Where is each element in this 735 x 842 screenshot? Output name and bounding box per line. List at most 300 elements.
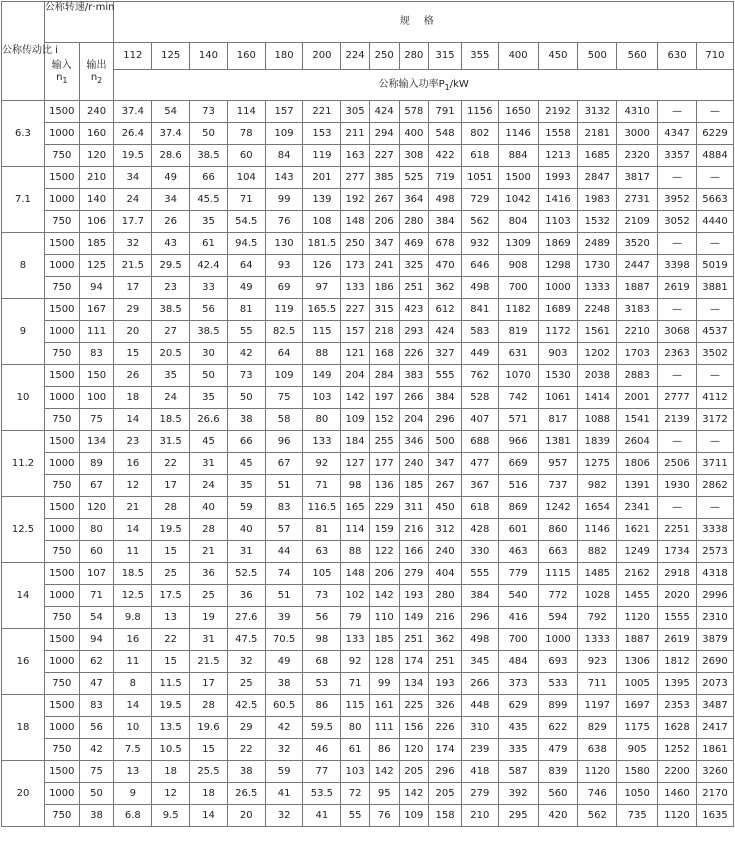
power-value-cell: 38 bbox=[265, 673, 303, 695]
power-value-cell: 152 bbox=[369, 409, 399, 431]
power-value-cell: 96 bbox=[265, 431, 303, 453]
power-value-cell: 484 bbox=[498, 651, 538, 673]
power-value-cell: 29.5 bbox=[152, 255, 190, 277]
power-value-cell: 26 bbox=[114, 365, 152, 387]
power-value-cell: 311 bbox=[399, 497, 429, 519]
power-value-cell: 932 bbox=[461, 233, 498, 255]
power-value-cell: 103 bbox=[303, 387, 341, 409]
output-speed-cell: 167 bbox=[79, 299, 114, 321]
power-value-cell: 142 bbox=[341, 387, 370, 409]
power-value-cell: 3502 bbox=[696, 343, 733, 365]
power-value-cell: 128 bbox=[369, 651, 399, 673]
power-value-cell: 148 bbox=[341, 211, 370, 233]
power-value-cell: 1042 bbox=[498, 189, 538, 211]
power-value-cell: 109 bbox=[399, 805, 429, 827]
power-value-cell: 139 bbox=[303, 189, 341, 211]
power-value-cell: 8 bbox=[114, 673, 152, 695]
power-value-cell: — bbox=[658, 365, 697, 387]
power-value-cell: 3879 bbox=[696, 629, 733, 651]
table-row bbox=[2, 607, 734, 629]
power-value-cell: 663 bbox=[538, 541, 578, 563]
power-value-cell: 24 bbox=[190, 475, 228, 497]
output-speed-cell: 185 bbox=[79, 233, 114, 255]
power-value-cell: 185 bbox=[369, 629, 399, 651]
table-row bbox=[2, 673, 734, 695]
power-value-cell: 631 bbox=[498, 343, 538, 365]
power-value-cell: 38 bbox=[227, 409, 265, 431]
power-value-cell: 678 bbox=[429, 233, 462, 255]
output-speed-cell: 125 bbox=[79, 255, 114, 277]
power-value-cell: 226 bbox=[429, 717, 462, 739]
power-value-cell: 1306 bbox=[617, 651, 658, 673]
power-value-cell: 165 bbox=[341, 497, 370, 519]
power-value-cell: 2320 bbox=[617, 145, 658, 167]
power-value-cell: 80 bbox=[303, 409, 341, 431]
power-value-cell: 3068 bbox=[658, 321, 697, 343]
power-value-cell: 41 bbox=[303, 805, 341, 827]
power-value-cell: 75 bbox=[265, 387, 303, 409]
power-value-cell: 3132 bbox=[578, 101, 617, 123]
power-value-cell: 498 bbox=[461, 277, 498, 299]
power-value-cell: 35 bbox=[152, 365, 190, 387]
table-row bbox=[2, 167, 734, 189]
power-value-cell: 174 bbox=[399, 651, 429, 673]
power-value-cell: 47.5 bbox=[227, 629, 265, 651]
power-value-cell: 13 bbox=[152, 607, 190, 629]
power-value-cell: 64 bbox=[227, 255, 265, 277]
power-value-cell: 2162 bbox=[617, 563, 658, 585]
size-header-cell: 560 bbox=[617, 43, 658, 70]
power-value-cell: 119 bbox=[265, 299, 303, 321]
power-value-cell: 52.5 bbox=[227, 563, 265, 585]
table-row bbox=[2, 255, 734, 277]
power-value-cell: 500 bbox=[429, 431, 462, 453]
power-value-cell: 142 bbox=[399, 783, 429, 805]
power-value-cell: 22 bbox=[152, 453, 190, 475]
power-value-cell: 1654 bbox=[578, 497, 617, 519]
power-value-cell: 562 bbox=[461, 211, 498, 233]
size-header-cell: 355 bbox=[461, 43, 498, 70]
power-value-cell: 384 bbox=[429, 211, 462, 233]
power-value-cell: 193 bbox=[399, 585, 429, 607]
power-value-cell: 168 bbox=[369, 343, 399, 365]
table-row bbox=[2, 387, 734, 409]
power-value-cell: 1172 bbox=[538, 321, 578, 343]
power-value-cell: 423 bbox=[399, 299, 429, 321]
power-value-cell: 11.5 bbox=[152, 673, 190, 695]
size-header-cell: 630 bbox=[658, 43, 697, 70]
ratio-cell: 14 bbox=[2, 563, 45, 629]
output-speed-cell: 83 bbox=[79, 695, 114, 717]
output-speed-cell: 80 bbox=[79, 519, 114, 541]
power-value-cell: 428 bbox=[461, 519, 498, 541]
power-value-cell: 149 bbox=[303, 365, 341, 387]
power-value-cell: 2690 bbox=[696, 651, 733, 673]
power-value-cell: 49 bbox=[152, 167, 190, 189]
size-header-cell: 710 bbox=[696, 43, 733, 70]
power-value-cell: 1580 bbox=[617, 761, 658, 783]
output-speed-cell: 134 bbox=[79, 431, 114, 453]
power-value-cell: 1650 bbox=[498, 101, 538, 123]
power-value-cell: 347 bbox=[429, 453, 462, 475]
power-value-cell: 435 bbox=[498, 717, 538, 739]
power-value-cell: 1532 bbox=[578, 211, 617, 233]
power-value-cell: 105 bbox=[303, 563, 341, 585]
power-value-cell: 2200 bbox=[658, 761, 697, 783]
power-value-cell: 3398 bbox=[658, 255, 697, 277]
power-value-cell: 1558 bbox=[538, 123, 578, 145]
power-value-cell: 226 bbox=[399, 343, 429, 365]
table-row bbox=[2, 453, 734, 475]
power-value-cell: 367 bbox=[461, 475, 498, 497]
power-value-cell: 14 bbox=[190, 805, 228, 827]
power-value-cell: 26.5 bbox=[227, 783, 265, 805]
table-row bbox=[2, 321, 734, 343]
power-value-cell: 59 bbox=[227, 497, 265, 519]
power-value-cell: 206 bbox=[369, 211, 399, 233]
power-value-cell: 294 bbox=[369, 123, 399, 145]
power-value-cell: 839 bbox=[538, 761, 578, 783]
power-value-cell: 192 bbox=[341, 189, 370, 211]
power-value-cell: 279 bbox=[461, 783, 498, 805]
power-value-cell: 32 bbox=[265, 805, 303, 827]
input-speed-cell: 1500 bbox=[44, 233, 79, 255]
power-value-cell: 463 bbox=[498, 541, 538, 563]
power-value-cell: 71 bbox=[227, 189, 265, 211]
power-value-cell: 13 bbox=[114, 761, 152, 783]
power-value-cell: 1175 bbox=[617, 717, 658, 739]
power-value-cell: 693 bbox=[538, 651, 578, 673]
power-value-cell: 2731 bbox=[617, 189, 658, 211]
power-value-cell: 860 bbox=[538, 519, 578, 541]
power-value-cell: 31 bbox=[190, 629, 228, 651]
power-value-cell: 115 bbox=[303, 321, 341, 343]
output-speed-cell: 56 bbox=[79, 717, 114, 739]
power-value-cell: 26.6 bbox=[190, 409, 228, 431]
power-value-cell: 23 bbox=[152, 277, 190, 299]
power-value-cell: 1146 bbox=[578, 519, 617, 541]
power-value-cell: 27 bbox=[152, 321, 190, 343]
table-row bbox=[2, 299, 734, 321]
size-header-cell: 315 bbox=[429, 43, 462, 70]
power-value-cell: 50 bbox=[227, 387, 265, 409]
output-speed-cell: 107 bbox=[79, 563, 114, 585]
power-value-cell: 78 bbox=[227, 123, 265, 145]
power-value-cell: 32 bbox=[265, 739, 303, 761]
power-value-cell: 315 bbox=[369, 299, 399, 321]
power-value-cell: 882 bbox=[578, 541, 617, 563]
power-value-cell: 95 bbox=[369, 783, 399, 805]
power-value-cell: 251 bbox=[399, 629, 429, 651]
table-row bbox=[2, 717, 734, 739]
power-value-cell: 3711 bbox=[696, 453, 733, 475]
power-value-cell: 1806 bbox=[617, 453, 658, 475]
power-value-cell: 181.5 bbox=[303, 233, 341, 255]
power-value-cell: 325 bbox=[399, 255, 429, 277]
power-value-cell: 156 bbox=[399, 717, 429, 739]
power-value-cell: 133 bbox=[341, 277, 370, 299]
power-value-cell: 772 bbox=[538, 585, 578, 607]
power-value-cell: 204 bbox=[341, 365, 370, 387]
power-value-cell: 498 bbox=[429, 189, 462, 211]
power-value-cell: 136 bbox=[369, 475, 399, 497]
power-value-cell: 2363 bbox=[658, 343, 697, 365]
power-value-cell: 20 bbox=[227, 805, 265, 827]
power-value-cell: 2181 bbox=[578, 123, 617, 145]
power-value-cell: 1182 bbox=[498, 299, 538, 321]
power-value-cell: 97 bbox=[303, 277, 341, 299]
power-value-cell: 14 bbox=[114, 519, 152, 541]
power-value-cell: 71 bbox=[341, 673, 370, 695]
power-value-cell: 17.7 bbox=[114, 211, 152, 233]
power-value-cell: 45 bbox=[227, 453, 265, 475]
power-value-cell: 3881 bbox=[696, 277, 733, 299]
input-speed-cell: 1000 bbox=[44, 321, 79, 343]
output-speed-cell: 106 bbox=[79, 211, 114, 233]
output-speed-cell: 160 bbox=[79, 123, 114, 145]
table-row bbox=[2, 343, 734, 365]
output-speed-cell: 38 bbox=[79, 805, 114, 827]
power-value-cell: 229 bbox=[369, 497, 399, 519]
input-speed-cell: 1500 bbox=[44, 299, 79, 321]
input-speed-cell: 1500 bbox=[44, 695, 79, 717]
power-value-cell: 804 bbox=[498, 211, 538, 233]
power-value-cell: 109 bbox=[341, 409, 370, 431]
power-value-cell: 21.5 bbox=[114, 255, 152, 277]
power-value-cell: — bbox=[658, 497, 697, 519]
power-value-cell: 16 bbox=[114, 629, 152, 651]
power-value-cell: 42 bbox=[265, 717, 303, 739]
power-value-cell: 1485 bbox=[578, 563, 617, 585]
power-value-cell: 3260 bbox=[696, 761, 733, 783]
input-speed-cell: 1000 bbox=[44, 519, 79, 541]
power-value-cell: 21 bbox=[114, 497, 152, 519]
power-value-cell: 2210 bbox=[617, 321, 658, 343]
power-value-cell: 81 bbox=[227, 299, 265, 321]
power-value-cell: 688 bbox=[461, 431, 498, 453]
power-value-cell: 1088 bbox=[578, 409, 617, 431]
power-value-cell: 17 bbox=[114, 277, 152, 299]
power-value-cell: 58 bbox=[265, 409, 303, 431]
power-value-cell: 1050 bbox=[617, 783, 658, 805]
power-value-cell: 729 bbox=[461, 189, 498, 211]
power-value-cell: 240 bbox=[429, 541, 462, 563]
power-value-cell: 55 bbox=[341, 805, 370, 827]
table-row bbox=[2, 189, 734, 211]
power-value-cell: 7.5 bbox=[114, 739, 152, 761]
output-speed-cell: 140 bbox=[79, 189, 114, 211]
power-value-cell: 362 bbox=[429, 277, 462, 299]
power-value-cell: 251 bbox=[429, 651, 462, 673]
power-value-cell: 3520 bbox=[617, 233, 658, 255]
power-value-cell: 587 bbox=[498, 761, 538, 783]
size-header-cell: 450 bbox=[538, 43, 578, 70]
power-value-cell: 49 bbox=[227, 277, 265, 299]
ratio-cell: 18 bbox=[2, 695, 45, 761]
power-value-cell: 612 bbox=[429, 299, 462, 321]
power-value-cell: 540 bbox=[498, 585, 538, 607]
power-value-cell: 41 bbox=[265, 783, 303, 805]
ratio-cell: 11.2 bbox=[2, 431, 45, 497]
power-value-cell: 1983 bbox=[578, 189, 617, 211]
power-value-cell: 19.5 bbox=[152, 519, 190, 541]
output-speed-cell: 83 bbox=[79, 343, 114, 365]
power-value-cell: 899 bbox=[538, 695, 578, 717]
power-value-cell: 17 bbox=[190, 673, 228, 695]
power-value-cell: 63 bbox=[303, 541, 341, 563]
power-value-cell: 34 bbox=[152, 189, 190, 211]
power-value-cell: 28 bbox=[152, 497, 190, 519]
power-value-cell: 792 bbox=[578, 607, 617, 629]
input-speed-cell: 1000 bbox=[44, 189, 79, 211]
power-value-cell: 19.5 bbox=[152, 695, 190, 717]
power-value-cell: 205 bbox=[399, 761, 429, 783]
power-value-cell: 1333 bbox=[578, 629, 617, 651]
power-value-cell: 149 bbox=[399, 607, 429, 629]
power-value-cell: 3183 bbox=[617, 299, 658, 321]
output-speed-cell: 71 bbox=[79, 585, 114, 607]
power-value-cell: 1197 bbox=[578, 695, 617, 717]
output-speed-cell: 120 bbox=[79, 145, 114, 167]
power-value-cell: 1993 bbox=[538, 167, 578, 189]
power-value-cell: 346 bbox=[399, 431, 429, 453]
input-speed-cell: 1000 bbox=[44, 453, 79, 475]
power-value-cell: 4318 bbox=[696, 563, 733, 585]
table-row bbox=[2, 211, 734, 233]
power-value-cell: 2447 bbox=[617, 255, 658, 277]
ratio-cell: 6.3 bbox=[2, 101, 45, 167]
power-value-cell: 746 bbox=[578, 783, 617, 805]
power-value-cell: 92 bbox=[303, 453, 341, 475]
table-row bbox=[2, 585, 734, 607]
power-value-cell: — bbox=[658, 299, 697, 321]
power-value-cell: 21.5 bbox=[190, 651, 228, 673]
power-value-cell: 72 bbox=[341, 783, 370, 805]
table-row bbox=[2, 541, 734, 563]
power-value-cell: 583 bbox=[461, 321, 498, 343]
power-value-cell: 742 bbox=[498, 387, 538, 409]
power-value-cell: 216 bbox=[429, 607, 462, 629]
power-value-cell: 1028 bbox=[578, 585, 617, 607]
input-speed-cell: 1000 bbox=[44, 585, 79, 607]
size-header-cell: 280 bbox=[399, 43, 429, 70]
power-value-cell: 221 bbox=[303, 101, 341, 123]
power-value-cell: 601 bbox=[498, 519, 538, 541]
power-value-cell: 2417 bbox=[696, 717, 733, 739]
power-value-cell: 148 bbox=[341, 563, 370, 585]
power-value-cell: 1213 bbox=[538, 145, 578, 167]
power-value-cell: 330 bbox=[461, 541, 498, 563]
power-value-cell: 562 bbox=[578, 805, 617, 827]
power-value-cell: 422 bbox=[429, 145, 462, 167]
power-value-cell: 3172 bbox=[696, 409, 733, 431]
power-value-cell: 127 bbox=[341, 453, 370, 475]
power-value-cell: — bbox=[696, 497, 733, 519]
power-value-cell: 1541 bbox=[617, 409, 658, 431]
power-value-cell: 1333 bbox=[578, 277, 617, 299]
ratio-cell: 9 bbox=[2, 299, 45, 365]
power-value-cell: 29 bbox=[227, 717, 265, 739]
power-value-cell: 2619 bbox=[658, 277, 697, 299]
power-value-cell: 528 bbox=[461, 387, 498, 409]
power-value-cell: 424 bbox=[369, 101, 399, 123]
power-value-cell: 53.5 bbox=[303, 783, 341, 805]
input-speed-cell: 750 bbox=[44, 673, 79, 695]
power-value-cell: 210 bbox=[461, 805, 498, 827]
power-value-cell: 700 bbox=[498, 277, 538, 299]
power-value-cell: 2248 bbox=[578, 299, 617, 321]
power-value-cell: 618 bbox=[461, 145, 498, 167]
input-speed-cell: 1500 bbox=[44, 431, 79, 453]
power-value-cell: 404 bbox=[429, 563, 462, 585]
power-value-cell: 255 bbox=[369, 431, 399, 453]
power-value-cell: 1051 bbox=[461, 167, 498, 189]
power-value-cell: 418 bbox=[461, 761, 498, 783]
table-row bbox=[2, 475, 734, 497]
power-value-cell: 1103 bbox=[538, 211, 578, 233]
table-row bbox=[2, 629, 734, 651]
power-value-cell: 2341 bbox=[617, 497, 658, 519]
power-value-cell: 957 bbox=[538, 453, 578, 475]
power-value-cell: 109 bbox=[265, 123, 303, 145]
power-value-cell: 966 bbox=[498, 431, 538, 453]
power-value-cell: 2353 bbox=[658, 695, 697, 717]
power-value-cell: 310 bbox=[461, 717, 498, 739]
power-value-cell: 392 bbox=[498, 783, 538, 805]
power-value-cell: 102 bbox=[341, 585, 370, 607]
power-value-cell: 59 bbox=[265, 761, 303, 783]
power-value-cell: 54.5 bbox=[227, 211, 265, 233]
power-value-cell: 241 bbox=[369, 255, 399, 277]
power-value-cell: 312 bbox=[429, 519, 462, 541]
input-speed-cell: 750 bbox=[44, 145, 79, 167]
power-value-cell: 115 bbox=[341, 695, 370, 717]
power-value-cell: 54 bbox=[152, 101, 190, 123]
power-value-cell: 1861 bbox=[696, 739, 733, 761]
power-value-cell: 1734 bbox=[658, 541, 697, 563]
power-value-cell: 205 bbox=[429, 783, 462, 805]
power-value-cell: 1455 bbox=[617, 585, 658, 607]
power-value-cell: 327 bbox=[429, 343, 462, 365]
table-row bbox=[2, 519, 734, 541]
power-value-cell: 142 bbox=[369, 585, 399, 607]
power-value-cell: 250 bbox=[341, 233, 370, 255]
power-value-cell: 116.5 bbox=[303, 497, 341, 519]
power-value-cell: 15 bbox=[114, 343, 152, 365]
power-value-cell: 114 bbox=[227, 101, 265, 123]
power-value-cell: 204 bbox=[399, 409, 429, 431]
power-value-cell: 2073 bbox=[696, 673, 733, 695]
power-rating-table bbox=[1, 1, 734, 827]
power-value-cell: 3952 bbox=[658, 189, 697, 211]
power-value-cell: 3357 bbox=[658, 145, 697, 167]
power-value-cell: 779 bbox=[498, 563, 538, 585]
power-value-cell: 251 bbox=[399, 277, 429, 299]
size-header-cell: 160 bbox=[227, 43, 265, 70]
power-value-cell: 2506 bbox=[658, 453, 697, 475]
power-value-cell: 295 bbox=[498, 805, 538, 827]
power-value-cell: 67 bbox=[265, 453, 303, 475]
power-value-cell: 60 bbox=[227, 145, 265, 167]
power-value-cell: 74 bbox=[265, 563, 303, 585]
power-value-cell: — bbox=[696, 365, 733, 387]
power-value-cell: 94.5 bbox=[227, 233, 265, 255]
table-row bbox=[2, 101, 734, 123]
power-value-cell: 165.5 bbox=[303, 299, 341, 321]
power-value-cell: 345 bbox=[461, 651, 498, 673]
power-value-cell: 108 bbox=[303, 211, 341, 233]
power-value-cell: 1530 bbox=[538, 365, 578, 387]
